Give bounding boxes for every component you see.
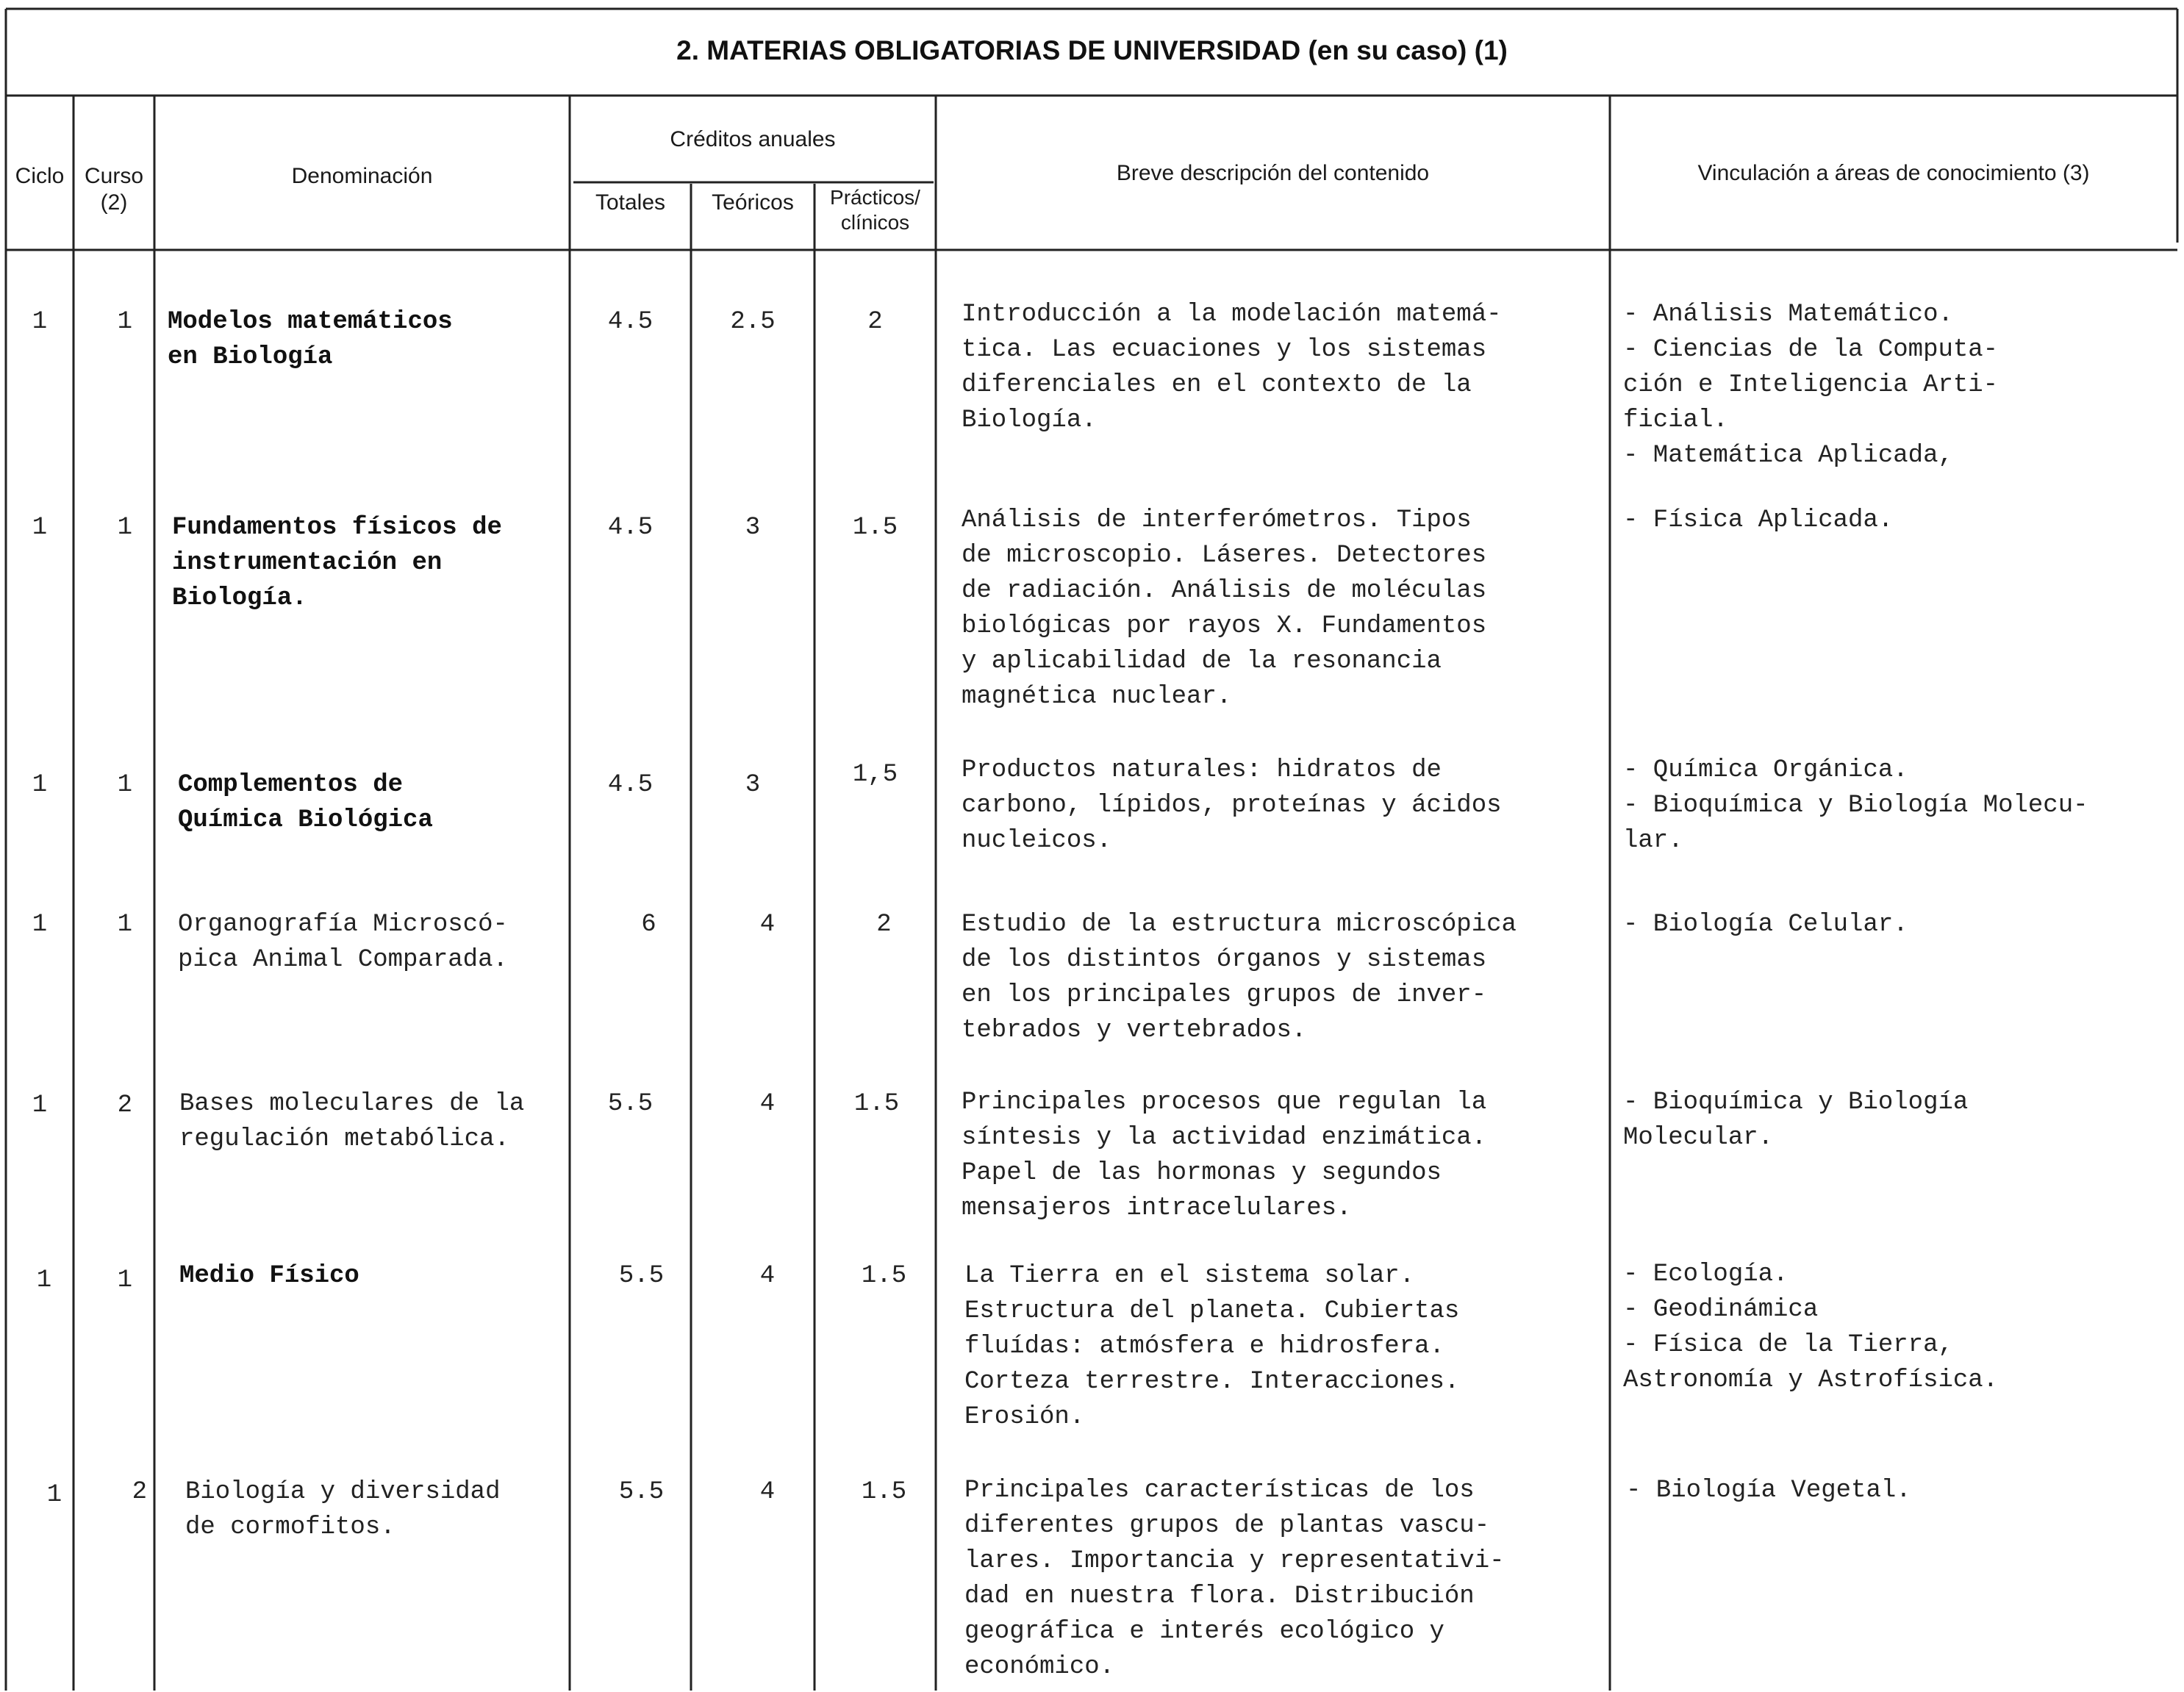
cell-teoricos: 4 [759,1262,776,1290]
header-ciclo: Ciclo [15,164,65,188]
cell-practicos: 1,5 [852,761,898,789]
header-denominacion: Denominación [291,164,433,188]
cell-curso: 1 [117,308,132,336]
cell-practicos: 1.5 [861,1478,907,1506]
cell-areas: - Biología Vegetal. [1626,1477,1911,1505]
cell-denominacion: Fundamentos físicos de instrumentación en Biología. [172,514,502,612]
cell-descripcion: La Tierra en el sistema solar. Estructura del planeta. Cubiertas fluídas: atmósfera e hidrosfera. Corteza terrestre. Interacciones. Erosión. [964,1262,1460,1431]
cell-teoricos: 4 [759,1478,776,1506]
page-title: 2. MATERIAS OBLIGATORIAS DE UNIVERSIDAD (en su caso) (1) [676,35,1508,65]
header-vinculacion: Vinculación a áreas de conocimiento (3) [1697,161,2090,185]
cell-areas: - Física Aplicada. [1623,506,1894,534]
cell-totales: 4.5 [607,308,654,336]
cell-denominacion: Medio Físico [179,1262,359,1290]
cell-totales: 4.5 [607,771,654,799]
header-practicos: Prácticos/ clínicos [830,186,920,234]
cell-practicos: 1.5 [861,1262,907,1290]
cell-ciclo: 1 [32,308,48,336]
cell-teoricos: 4 [759,911,776,939]
cell-curso: 2 [132,1478,147,1506]
cell-teoricos: 3 [745,771,761,799]
header-descripcion: Breve descripción del contenido [1116,161,1430,185]
cell-descripcion: Análisis de interferómetros. Tipos de microscopio. Láseres. Detectores de radiación. Análisis de moléculas biológicas por rayos X. Fundamentos y aplicabilidad de la resonancia magnética nuclear. [962,506,1487,711]
cell-ciclo: 1 [36,1266,52,1294]
cell-descripcion: Principales características de los diferentes grupos de plantas vascu- lares. Importancia y representativi- dad en nuestra flora. Distribución geográfica e interés ecológico y económico. [964,1477,1505,1681]
cell-descripcion: Productos naturales: hidratos de carbono, lípidos, proteínas y ácidos nucleicos. [962,756,1502,855]
cell-denominacion: Modelos matemáticos en Biología [168,308,453,371]
cell-teoricos: 4 [759,1090,776,1118]
cell-areas: - Análisis Matemático. - Ciencias de la Computa- ción e Inteligencia Arti- ficial. - Matemática Aplicada, [1623,301,1999,470]
cell-totales: 6 [641,911,656,939]
cell-practicos: 2 [867,308,883,336]
cell-ciclo: 1 [46,1481,62,1509]
cell-totales: 4.5 [607,514,654,542]
cell-descripcion: Principales procesos que regulan la síntesis y la actividad enzimática. Papel de las hormonas y segundos mensajeros intracelulares. [962,1089,1487,1222]
header-teoricos: Teóricos [712,190,794,215]
cell-areas: - Bioquímica y Biología Molecular. [1623,1089,1969,1152]
cell-teoricos: 3 [745,514,761,542]
cell-denominacion: Organografía Microscó- pica Animal Comparada. [178,911,508,974]
cell-ciclo: 1 [32,1091,48,1119]
cell-practicos: 1.5 [853,1090,900,1118]
cell-teoricos: 2.5 [730,308,776,336]
header-curso: Curso (2) [84,164,144,215]
cell-ciclo: 1 [32,514,48,542]
cell-denominacion: Biología y diversidad de cormofitos. [185,1478,501,1541]
cell-practicos: 1.5 [852,514,898,542]
cell-curso: 1 [117,771,132,799]
cell-curso: 1 [117,514,132,542]
cell-denominacion: Bases moleculares de la regulación metabólica. [179,1090,525,1153]
cell-totales: 5.5 [607,1090,654,1118]
header-totales: Totales [595,190,666,215]
cell-curso: 1 [117,1266,132,1294]
cell-totales: 5.5 [618,1478,665,1506]
cell-curso: 1 [117,911,132,939]
cell-areas: - Ecología. - Geodinámica - Física de la Tierra, Astronomía y Astrofísica. [1623,1261,1999,1394]
cell-ciclo: 1 [32,771,48,799]
cell-descripcion: Introducción a la modelación matemá- tica. Las ecuaciones y los sistemas diferenciales en el contexto de la Biología. [962,301,1502,434]
cell-curso: 2 [117,1091,132,1119]
cell-totales: 5.5 [618,1262,665,1290]
cell-practicos: 2 [876,911,892,939]
cell-areas: - Biología Celular. [1623,911,1908,939]
cell-ciclo: 1 [32,911,48,939]
cell-denominacion: Complementos de Química Biológica [178,771,433,834]
header-creditos-anuales: Créditos anuales [670,127,836,151]
cell-areas: - Química Orgánica. - Bioquímica y Biología Molecu- lar. [1623,756,2088,855]
cell-descripcion: Estudio de la estructura microscópica de los distintos órganos y sistemas en los principales grupos de inver- tebrados y vertebrados. [962,911,1517,1044]
